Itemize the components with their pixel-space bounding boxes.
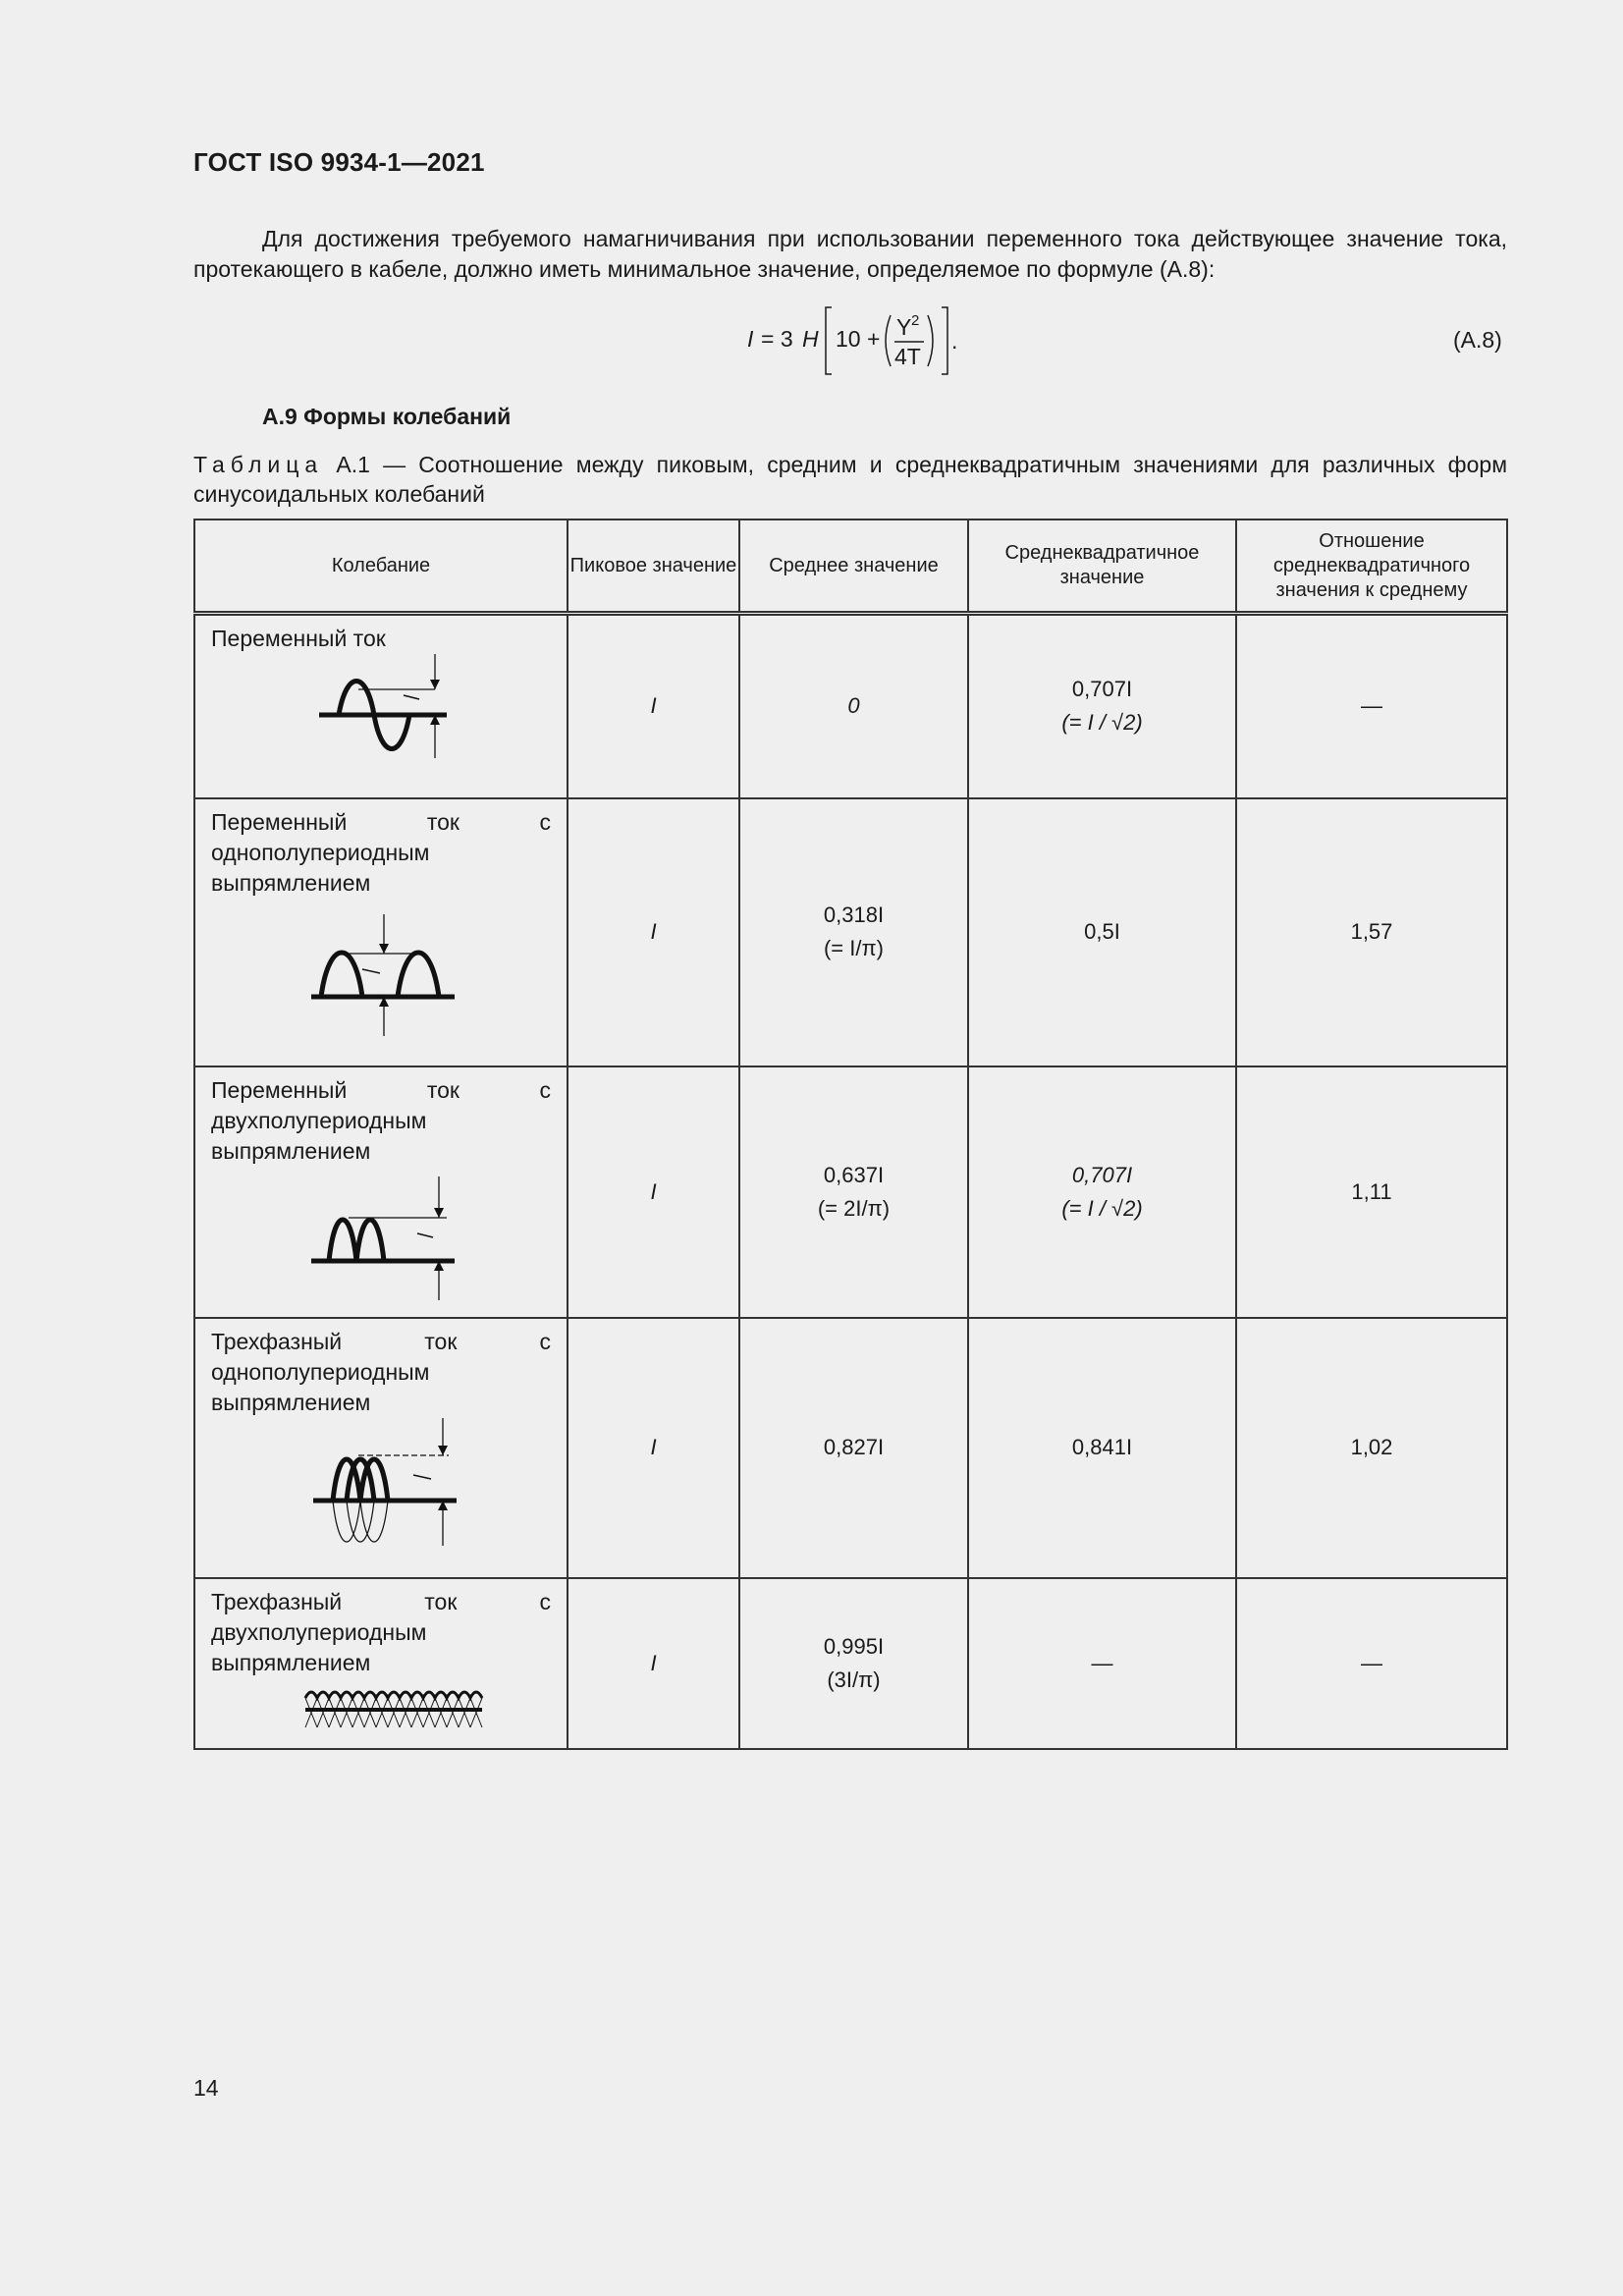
- rms-value-line1: 0,707I: [1071, 1162, 1133, 1187]
- table-caption-text: А.1 — Соотношение между пиковым, средним и среднеквадратичным значениями для различных форм синусоидальных колебаний: [193, 452, 1507, 507]
- section-heading: А.9 Формы колебаний: [262, 404, 512, 429]
- header-waveform: Колебание: [194, 519, 568, 614]
- mean-value-line1: 0,995I: [823, 1633, 885, 1659]
- mean-value: 0: [739, 614, 968, 798]
- rms-value-line1: 0,707I: [1071, 677, 1133, 702]
- waveform-name: Трехфазный ток с двухполупериодным выпрямлением: [211, 1588, 551, 1675]
- table-caption: [193, 450, 1507, 509]
- formula-den: 4T: [894, 344, 921, 369]
- header-mean: Среднее значение: [739, 519, 968, 614]
- waveform-cell: [194, 798, 568, 1066]
- three-phase-half-wave-diagram: [211, 1418, 545, 1565]
- mean-value: [739, 1578, 968, 1749]
- formula-lhs: I: [747, 326, 754, 352]
- ratio-value: —: [1236, 614, 1507, 798]
- ratio-value: 1,11: [1236, 1066, 1507, 1318]
- formula-a8: [741, 300, 977, 378]
- ac-sine-wave-diagram: [211, 654, 545, 772]
- formula-number: (А.8): [1453, 327, 1502, 353]
- table-caption-label: Таблица: [193, 452, 324, 477]
- rms-value-line2: (= I / √2): [1061, 710, 1143, 736]
- waveform-name: Переменный ток с двухполупериодным выпрямлением: [211, 1076, 551, 1164]
- formula-dot: .: [951, 328, 958, 354]
- header-rms: Среднеквадратичное значение: [968, 519, 1236, 614]
- table-row: [194, 1578, 1507, 1749]
- waveform-cell: [194, 1066, 568, 1318]
- header-ratio: Отношение среднеквадратичного значения к среднему: [1236, 519, 1507, 614]
- waveform-name: Переменный ток: [211, 626, 386, 651]
- waveform-cell: [194, 1578, 568, 1749]
- rms-value: 0,841I: [968, 1318, 1236, 1578]
- peak-value: I: [568, 1066, 739, 1318]
- formula-exp: 2: [911, 312, 920, 329]
- mean-value: 0,827I: [739, 1318, 968, 1578]
- waveform-name: Переменный ток с однополупериодным выпрямлением: [211, 808, 551, 896]
- three-phase-full-wave-diagram: [211, 1678, 545, 1747]
- formula-ten: 10 +: [836, 326, 881, 352]
- mean-value-line2: (3I/π): [827, 1667, 881, 1692]
- waveform-name: Трехфазный ток с однополупериодным выпрямлением: [211, 1328, 551, 1415]
- table-row: [194, 798, 1507, 1066]
- mean-value-line1: 0,637I: [823, 1162, 885, 1187]
- formula-num: Y: [896, 314, 912, 340]
- table-row: [194, 1318, 1507, 1578]
- waveform-cell: [194, 614, 568, 798]
- table-row: [194, 614, 1507, 798]
- mean-value: [739, 1066, 968, 1318]
- half-wave-rectified-diagram: [211, 899, 545, 1046]
- peak-value: I: [568, 1318, 739, 1578]
- formula-eq: = 3: [761, 326, 793, 352]
- ratio-value: —: [1236, 1578, 1507, 1749]
- peak-value: I: [568, 614, 739, 798]
- mean-value: [739, 798, 968, 1066]
- page-number: 14: [193, 2075, 219, 2101]
- waveform-table: [193, 519, 1508, 1750]
- rms-value: [968, 614, 1236, 798]
- peak-value: I: [568, 1578, 739, 1749]
- mean-value-line2: (= 2I/π): [817, 1195, 891, 1221]
- document-header: ГОСТ ISO 9934-1—2021: [193, 147, 485, 177]
- rms-value-line2: (= I / √2): [1061, 1195, 1143, 1221]
- rms-value: —: [968, 1578, 1236, 1749]
- table-header-row: [194, 519, 1507, 614]
- mean-value-line1: 0,318I: [823, 902, 885, 927]
- intro-paragraph: Для достижения требуемого намагничивания при использовании переменного тока действующее значение тока, протекающего в кабеле, должно иметь минимальное значение, определяемое по формуле (А.8):: [193, 226, 1507, 282]
- peak-value: I: [568, 798, 739, 1066]
- ratio-value: 1,57: [1236, 798, 1507, 1066]
- waveform-cell: [194, 1318, 568, 1578]
- ratio-value: 1,02: [1236, 1318, 1507, 1578]
- header-peak: Пиковое значение: [568, 519, 739, 614]
- formula-h: H: [802, 326, 819, 352]
- rms-value: [968, 1066, 1236, 1318]
- mean-value-line2: (= I/π): [823, 936, 884, 960]
- table-row: [194, 1066, 1507, 1318]
- full-wave-rectified-diagram: [211, 1167, 545, 1304]
- rms-value: 0,5I: [968, 798, 1236, 1066]
